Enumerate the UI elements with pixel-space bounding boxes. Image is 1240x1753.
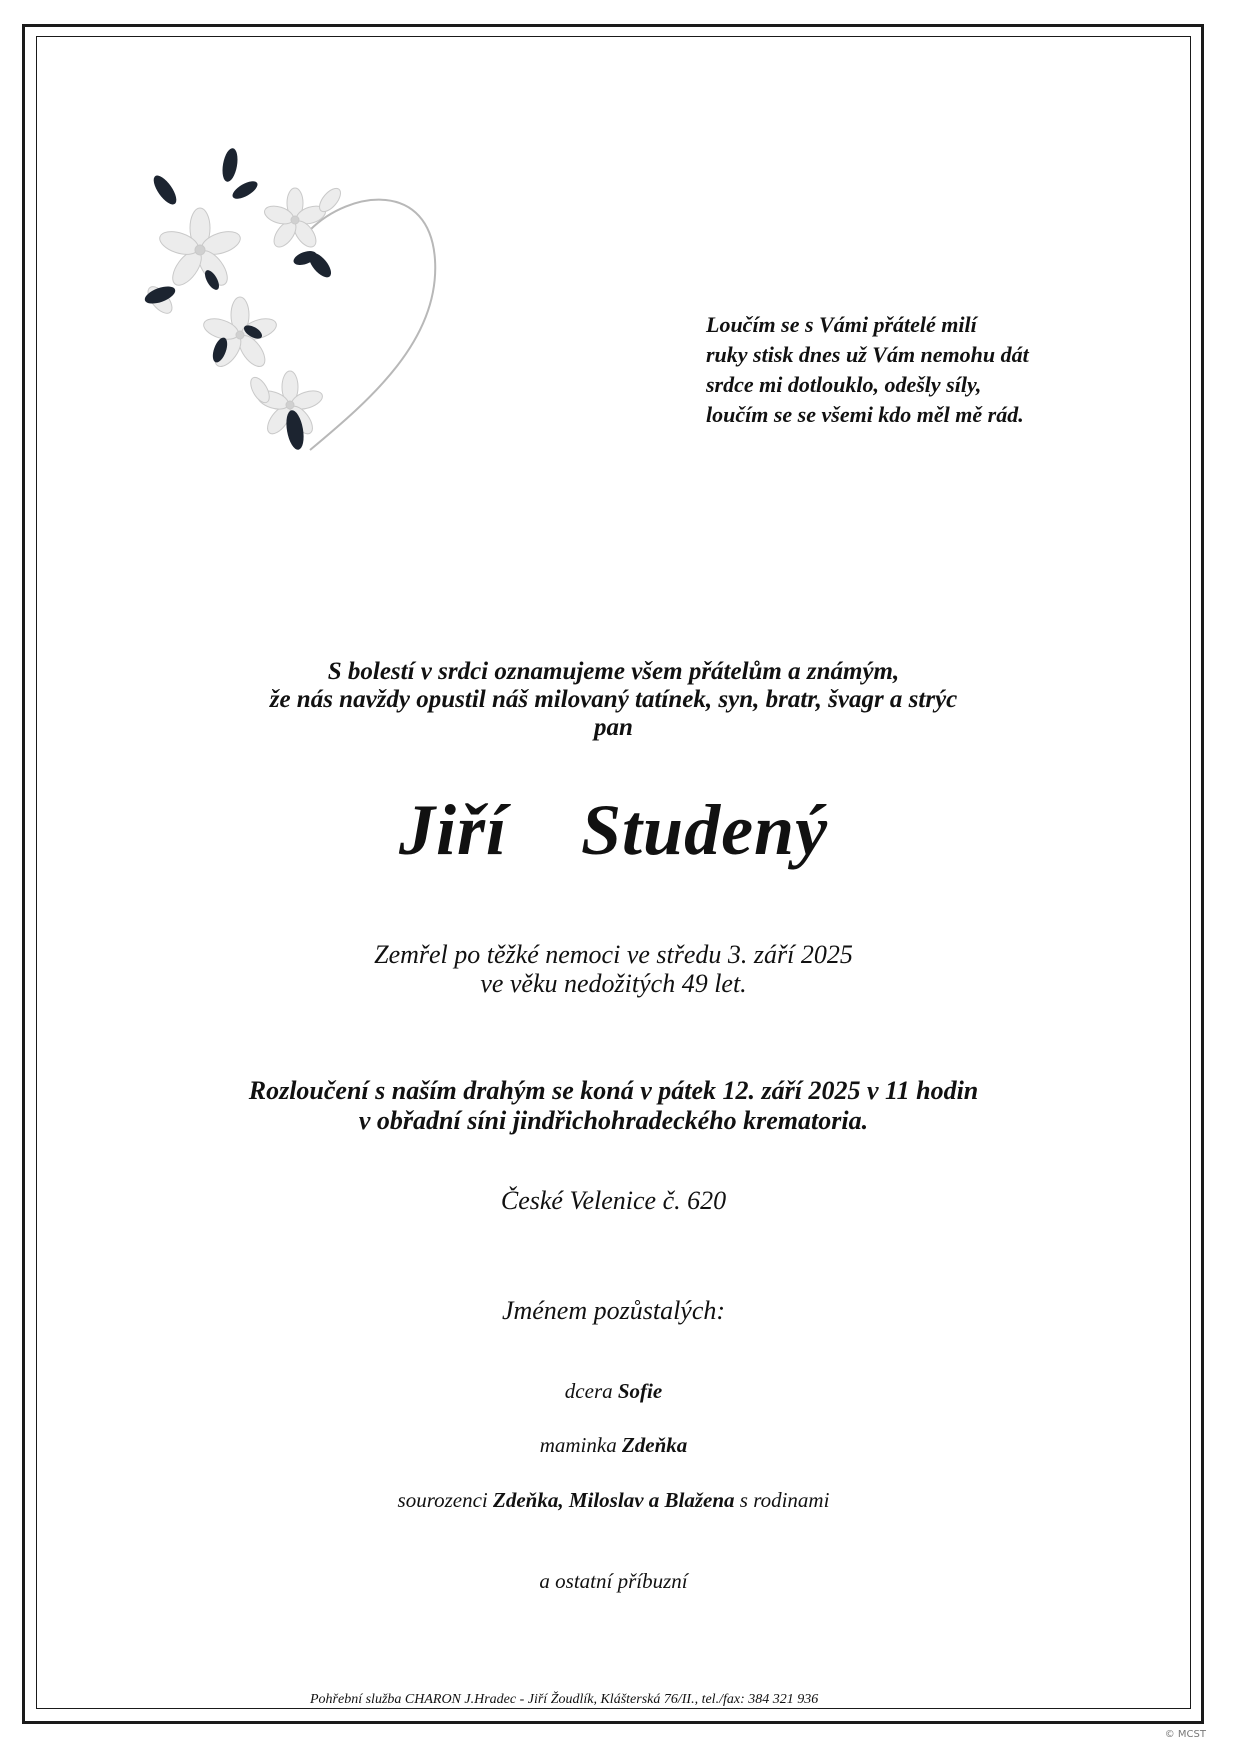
address: České Velenice č. 620 bbox=[500, 1186, 727, 1215]
mourner-row bbox=[36, 1378, 1191, 1404]
mourner-relation: dcera bbox=[564, 1379, 613, 1403]
other-relatives: a ostatní příbuzní bbox=[539, 1569, 688, 1593]
poem-line: loučím se se všemi kdo měl mě rád. bbox=[706, 402, 1024, 427]
death-info-line: ve věku nedožitých 49 let. bbox=[480, 969, 747, 998]
death-info bbox=[36, 940, 1191, 998]
watermark: © MCST bbox=[1164, 1729, 1206, 1740]
poem-line: ruky stisk dnes už Vám nemohu dát bbox=[706, 342, 1029, 367]
poem-line: Loučím se s Vámi přátelé milí bbox=[706, 312, 977, 337]
mourner-row bbox=[36, 1487, 1191, 1513]
mourner-relation: sourozenci bbox=[397, 1488, 488, 1512]
mourner-row bbox=[36, 1432, 1191, 1458]
farewell-poem bbox=[706, 310, 1126, 430]
mourner-names: Zdeňka, Miloslav a Blažena bbox=[493, 1488, 735, 1512]
announcement-line: že nás navždy opustil náš milovaný tatínek, syn, bratr, švagr a strýc bbox=[269, 686, 958, 713]
on-behalf-heading: Jménem pozůstalých: bbox=[501, 1296, 726, 1325]
announcement-line: pan bbox=[594, 714, 633, 741]
announcement bbox=[36, 658, 1191, 742]
heart-flowers-ornament-icon bbox=[130, 140, 490, 520]
funeral-service-footer: Pohřební služba CHARON J.Hradec - Jiří Žoudlík, Klášterská 76/II., tel./fax: 384 321 936 bbox=[310, 1692, 819, 1707]
mourner-relation: maminka bbox=[539, 1433, 617, 1457]
mourner-names: Zdeňka bbox=[621, 1433, 688, 1457]
mourner-suffix: s rodinami bbox=[739, 1488, 830, 1512]
farewell-line: v obřadní síni jindřichohradeckého krematoria. bbox=[358, 1106, 869, 1135]
mourner-names: Sofie bbox=[617, 1379, 663, 1403]
death-info-line: Zemřel po těžké nemoci ve středu 3. září 2025 bbox=[374, 940, 853, 969]
deceased-name: Jiří Studený bbox=[398, 790, 829, 870]
announcement-line: S bolestí v srdci oznamujeme všem přátelům a známým, bbox=[327, 658, 900, 685]
farewell-line: Rozloučení s naším drahým se koná v pátek 12. září 2025 v 11 hodin bbox=[248, 1076, 979, 1105]
farewell-info bbox=[36, 1076, 1191, 1136]
poem-line: srdce mi dotlouklo, odešly síly, bbox=[706, 372, 982, 397]
